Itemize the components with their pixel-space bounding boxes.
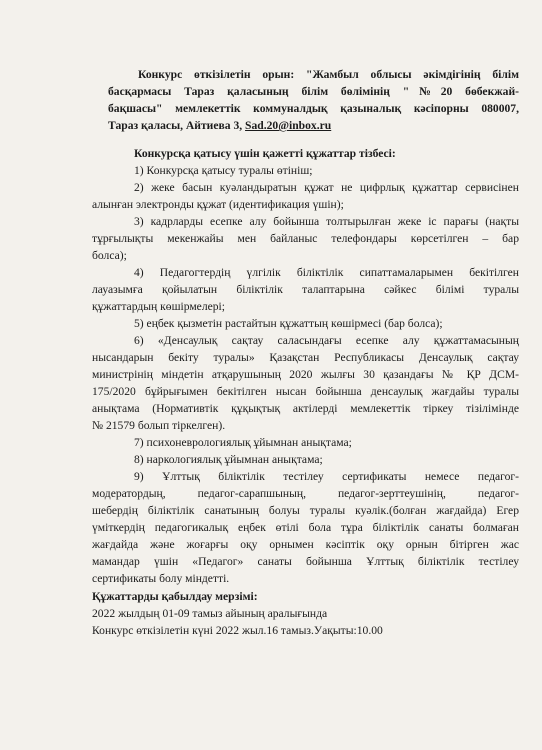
item-3-line-1: 3) кадрларды есепке алу бойынша толтырылған жеке іс парағы (нақты — [134, 215, 519, 228]
header-line-2: басқармасы Тараз қаласының білім бөлімінің "№20 бөбекжай- — [108, 85, 519, 98]
item-4-line-1: 4) Педагогтердің үлгілік біліктілік сипаттамаларымен бекітілген — [134, 266, 519, 279]
item-9-line-4: үміткердің педагогикалық еңбек өтілі бола тұра біліктілік санаты болмаған — [92, 521, 519, 534]
item-7: 7) психоневрологиялық ұйымнан анықтама; — [134, 436, 352, 449]
deadline-title: Құжаттарды қабылдау мерзімі: — [92, 590, 258, 603]
deadline-line: 2022 жылдың 01-09 тамыз айының аралығында — [92, 607, 328, 620]
header-line-1: Конкурс өткізілетін орын: "Жамбыл облысы әкімдігінің білім — [138, 68, 519, 81]
header-line-3: бақшасы" мемлекеттік коммуналдық қазыналық кәсіпорны 080007, — [108, 102, 519, 115]
item-6-line-6: № 21579 болып тіркелген). — [92, 419, 226, 432]
contest-date-line: Конкурс өткізілетін күні 2022 жыл.16 тамыз.Уақыты:10.00 — [92, 624, 383, 637]
item-6-line-3: министрінің міндетін атқарушының 2020 жылғы 30 қазандағы № ҚР ДСМ- — [92, 368, 519, 381]
header-line-4 — [108, 117, 331, 134]
item-2-line-2: алынған электронды құжат (идентификация үшін); — [92, 198, 344, 211]
item-4-line-3: құжаттардың көшірмелері; — [92, 300, 225, 313]
list-title: Конкурсқа қатысу үшін қажетті құжаттар тізбесі: — [134, 147, 396, 160]
item-6-line-2: нысандарын бекіту туралы» Қазақстан Республикасы Денсаулық сақтау — [92, 351, 519, 364]
header-address: Тараз қаласы, Айтиева 3, — [108, 119, 246, 132]
item-3-line-2: тұрғылықты мекенжайы мен байланыс телефондары көрсетілген – бар — [92, 232, 519, 245]
item-9-line-1: 9) Ұлттық біліктілік тестілеу сертификаты немесе педагог- — [134, 470, 519, 483]
item-9-line-2: модератордың, педагог-сарапшының, педагог-зерттеушінің, педагог- — [92, 487, 519, 500]
item-9-line-5: жағдайда және жоғарғы оқу орнымен кәсіптік оқу орнын бітірген жас — [92, 538, 519, 551]
item-6-line-4: 175/2020 бұйрығымен бекітілген нысан бойынша денсаулық жағдайы туралы — [92, 385, 519, 398]
item-6-line-1: 6) «Денсаулық сақтау саласындағы есепке алу құжаттамасының — [134, 334, 519, 347]
item-5: 5) еңбек қызметін растайтын құжаттың көшірмесі (бар болса); — [134, 317, 443, 330]
header-email: Sad.20@inbox.ru — [245, 119, 332, 132]
item-3-line-3: болса); — [92, 249, 127, 262]
item-4-line-2: лауазымға қойылатын біліктілік талаптарына сәйкес білімі туралы — [92, 283, 519, 296]
item-6-line-5: анықтама (Нормативтік құқықтық актілерді мемлекеттік тіркеу тізілімінде — [92, 402, 519, 415]
item-2-line-1: 2) жеке басын куәландыратын құжат не цифрлық құжаттар сервисінен — [134, 181, 519, 194]
item-9-line-3: шебердің біліктілік санатының болуы туралы куәлік.(болған жағдайда) Егер — [92, 504, 519, 517]
item-1: 1) Конкурсқа қатысу туралы өтініш; — [134, 164, 313, 177]
item-9-line-7: сертификаты болу міндетті. — [92, 572, 230, 585]
item-8: 8) наркологиялық ұйымнан анықтама; — [134, 453, 323, 466]
item-9-line-6: мамандар үшін «Педагог» санаты бойынша Ұлттық біліктілік тестілеу — [92, 555, 519, 568]
